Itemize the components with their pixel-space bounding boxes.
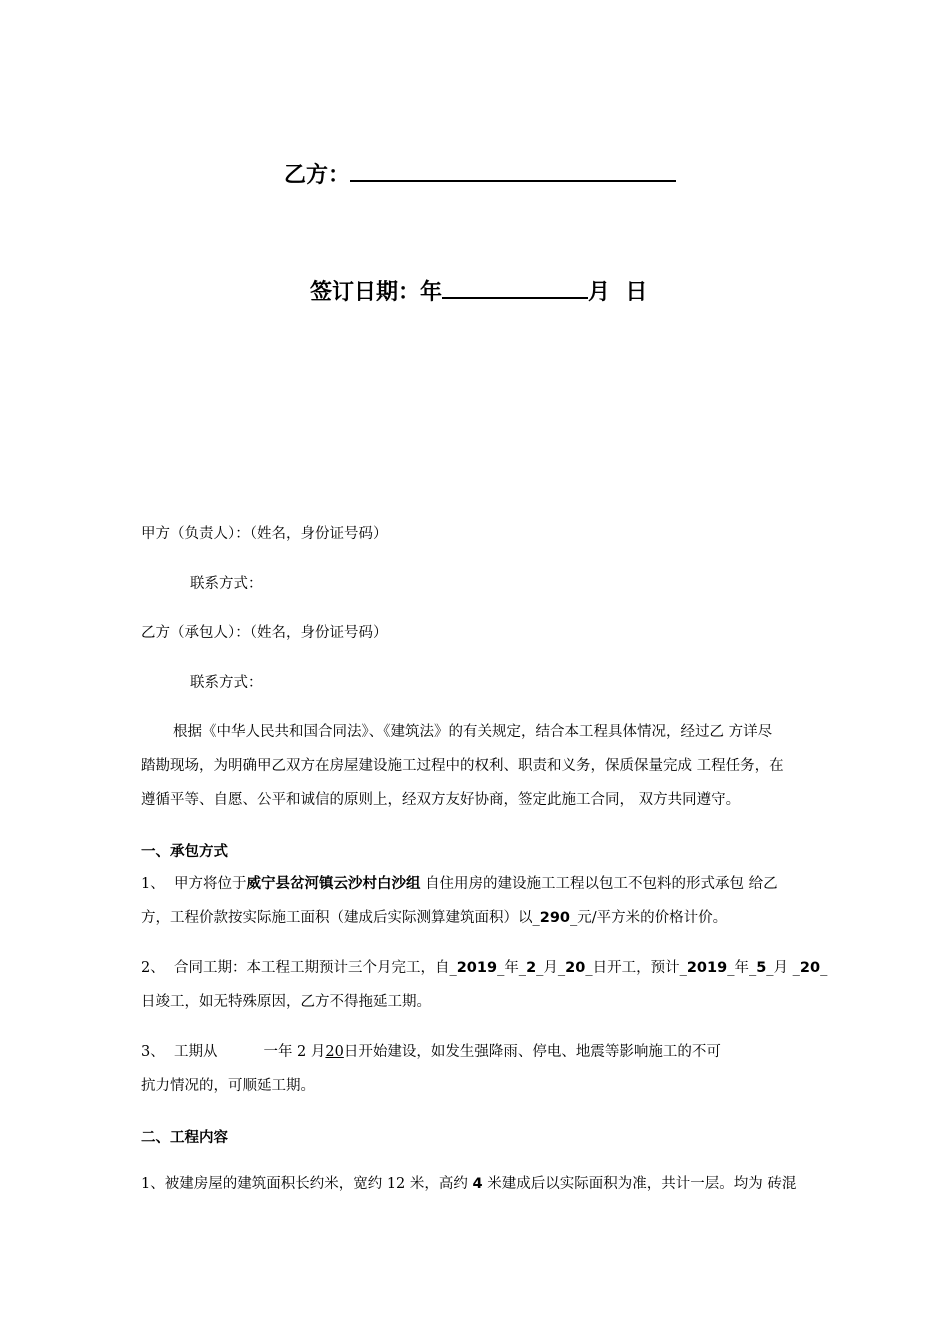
s1-item3-text-c: 日开始建设，如发生强降雨、停电、地震等影响施工的不可 [343,1044,721,1060]
s1-item2-month2: 5 [756,960,767,976]
sign-date-label: 签订日期：年 [310,280,443,305]
s1-item1-num: 1、 [141,876,165,892]
intro-line-3: 遵循平等、自愿、公平和诚信的原则上，经双方友好协商，签定此施工合同， 双方共同遵守。 [141,792,741,808]
s2-item1-text-b: 米建成后以实际面积为准，共计一层。均为 砖混 [487,1176,797,1192]
s1-item2-num: 2、 [141,960,165,976]
s1-item1-line2-post: _元/平方米的价格计价。 [570,910,728,926]
s1-item1-post: 自住用房的建设施工工程以包工不包料的形式承包 给乙 [425,876,778,892]
sign-year-blank[interactable] [442,275,588,299]
s1-item3-text-b: 一年 2 月 [263,1044,326,1060]
s1-item2-msep: _月_ [536,960,566,976]
s1-item1-pre: 甲方将位于 [173,876,247,892]
intro-line-1: 根据《中华人民共和国合同法》、《建筑法》的有关规定，结合本工程具体情况，经过乙 方详尽 [173,724,773,740]
s1-item2-tail: _ [820,960,828,976]
party-b-contact: 联系方式： [190,675,263,691]
s2-item1-line1 [141,1174,796,1194]
intro-line-2: 踏勘现场，为明确甲乙双方在房屋建设施工过程中的权利、职责和义务，保质保量完成 工程任务，在 [141,758,784,774]
party-b-line: 乙方（承包人）：（姓名，身份证号码） [141,625,388,641]
s1-item2-ysep2: _年_ [727,960,757,976]
party-b-label: 乙方： [284,163,351,188]
s1-item1-line2-pre: 方，工程价款按实际施工面积（建成后实际测算建筑面积）以_ [141,910,540,926]
s1-item1-location: 威宁县岔河镇云沙村白沙组 [246,876,421,892]
s1-item3-line2: 抗力情况的，可顺延工期。 [141,1078,315,1094]
s2-item1-text-a: 1、被建房屋的建筑面积长约米，宽约 12 米，高约 [141,1176,468,1192]
s1-item3-num: 3、 [141,1044,165,1060]
s1-item2-msep2: _月 _ [766,960,800,976]
s1-item2-line1 [141,958,827,978]
s1-item3-text-a: 工期从 [173,1044,218,1060]
s1-item2-year1: 2019 [456,960,498,976]
s1-item2-month1: 2 [526,960,537,976]
s1-item2-ysep: _年_ [497,960,527,976]
s1-item1-line2 [141,908,727,928]
s1-item2-day1: 20 [565,960,586,976]
party-a-line: 甲方（负责人）：（姓名，身份证号码） [141,526,388,542]
s1-item3-day: 20 [325,1044,344,1060]
s1-item1-price: 290 [539,910,571,926]
party-b-signature-line [284,158,676,189]
section-2-title: 二、工程内容 [141,1130,228,1146]
s1-item2-text-b: _日开工，预计_ [585,960,687,976]
s1-item3-line1 [141,1042,721,1062]
sign-month-label: 月 [588,280,611,305]
party-b-blank[interactable] [350,158,676,182]
s1-item2-text-a: 合同工期：本工程工期预计三个月完工，自_ [173,960,457,976]
sign-day-label: 日 [625,280,648,305]
s1-item2-line2: 日竣工，如无特殊原因，乙方不得拖延工期。 [141,994,431,1010]
party-a-contact: 联系方式： [190,576,263,592]
s1-item1-line1 [141,874,778,894]
s1-item2-year2: 2019 [686,960,728,976]
section-1-title: 一、承包方式 [141,844,228,860]
sign-date-line [310,275,647,306]
s1-item2-day2: 20 [799,960,821,976]
s2-item1-height: 4 [472,1176,483,1192]
